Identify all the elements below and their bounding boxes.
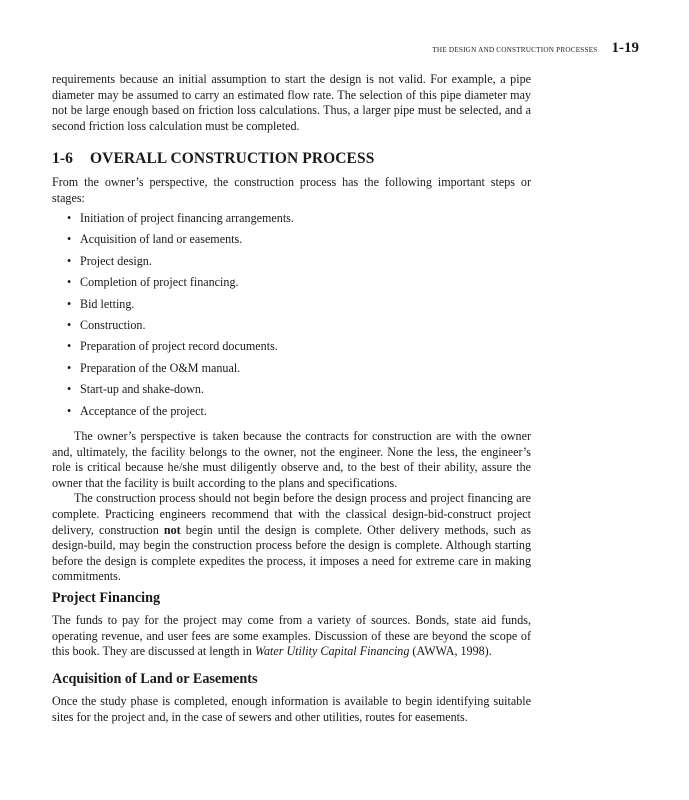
bullet: •: [67, 275, 72, 290]
list-item: • Completion of project financing.: [67, 275, 239, 290]
bullet: •: [67, 296, 72, 311]
bullet: •: [67, 232, 72, 247]
running-title: THE DESIGN AND CONSTRUCTION PROCESSES: [432, 46, 598, 54]
page-number: 1-19: [611, 40, 639, 56]
section-intro: From the owner’s perspective, the construction process has the following important steps or stages:: [52, 175, 531, 205]
bullet: •: [67, 382, 72, 397]
list-item: • Start-up and shake-down.: [67, 382, 204, 397]
bullet: •: [67, 403, 72, 418]
list-item: • Project design.: [67, 253, 152, 268]
bullet: •: [67, 211, 72, 225]
section-heading: [52, 150, 374, 168]
construction-process-paragraph: The construction process should not begin before the design process and project financing are complete. Practicing engineers recommend that with the classical design-bid-construct project delivery, construction not begin until the design is complete. Other delivery methods, such as design-build, may begin the construction process before the design is complete. Although starting before the design is complete expedites the process, it imposes a need for extreme care in making commitments.: [52, 491, 531, 584]
bullet: •: [67, 339, 72, 354]
list-item: • Preparation of the O&M manual.: [67, 360, 241, 375]
bullet: •: [67, 317, 72, 332]
land-acquisition-heading: Acquisition of Land or Easements: [52, 671, 258, 687]
bullet: •: [67, 360, 72, 375]
list-item: • Initiation of project financing arrangements.: [67, 211, 294, 225]
section-title: OVERALL CONSTRUCTION PROCESS: [90, 150, 375, 167]
list-item: • Preparation of project record documents.: [67, 339, 278, 354]
construction-steps-list: [67, 211, 294, 425]
list-item: • Construction.: [67, 317, 146, 332]
section-number: 1-6: [52, 150, 73, 167]
owner-perspective-paragraph: The owner’s perspective is taken because the contracts for construction are with the owner and, ultimately, the facility belongs to the owner, not the engineer. None the less, the engineer’s role is critical because he/she must diligently observe and, to the best of their ability, assure the owner that the facility is built according to the plans and specifications.: [52, 429, 531, 490]
list-item: • Acceptance of the project.: [67, 403, 207, 418]
list-item: • Bid letting.: [67, 296, 135, 311]
bullet: •: [67, 253, 72, 268]
opening-paragraph: requirements because an initial assumption to start the design is not valid. For example, a pipe diameter may be assumed to carry an estimated flow rate. The selection of this pipe diameter may not be large enough based on friction loss calculations. Thus, a larger pipe must be selected, and a second friction loss calculation must be completed.: [52, 72, 531, 133]
land-acquisition-paragraph: Once the study phase is completed, enough information is available to begin identifying suitable sites for the project and, in the case of sewers and other utilities, routes for easements.: [52, 694, 531, 724]
section-body: [52, 429, 531, 585]
project-financing-paragraph: The funds to pay for the project may come from a variety of sources. Bonds, state aid funds, operating revenue, and user fees are some examples. Discussion of these are beyond the scope of this book. They are discussed at length in Water Utility Capital Financing (AWWA, 1998).: [52, 613, 531, 659]
project-financing-heading: Project Financing: [52, 590, 161, 606]
list-item: • Acquisition of land or easements.: [67, 232, 243, 247]
running-head: [432, 40, 639, 57]
emphasis-not: not: [163, 522, 181, 537]
citation-title: Water Utility Capital Financing: [254, 644, 410, 659]
